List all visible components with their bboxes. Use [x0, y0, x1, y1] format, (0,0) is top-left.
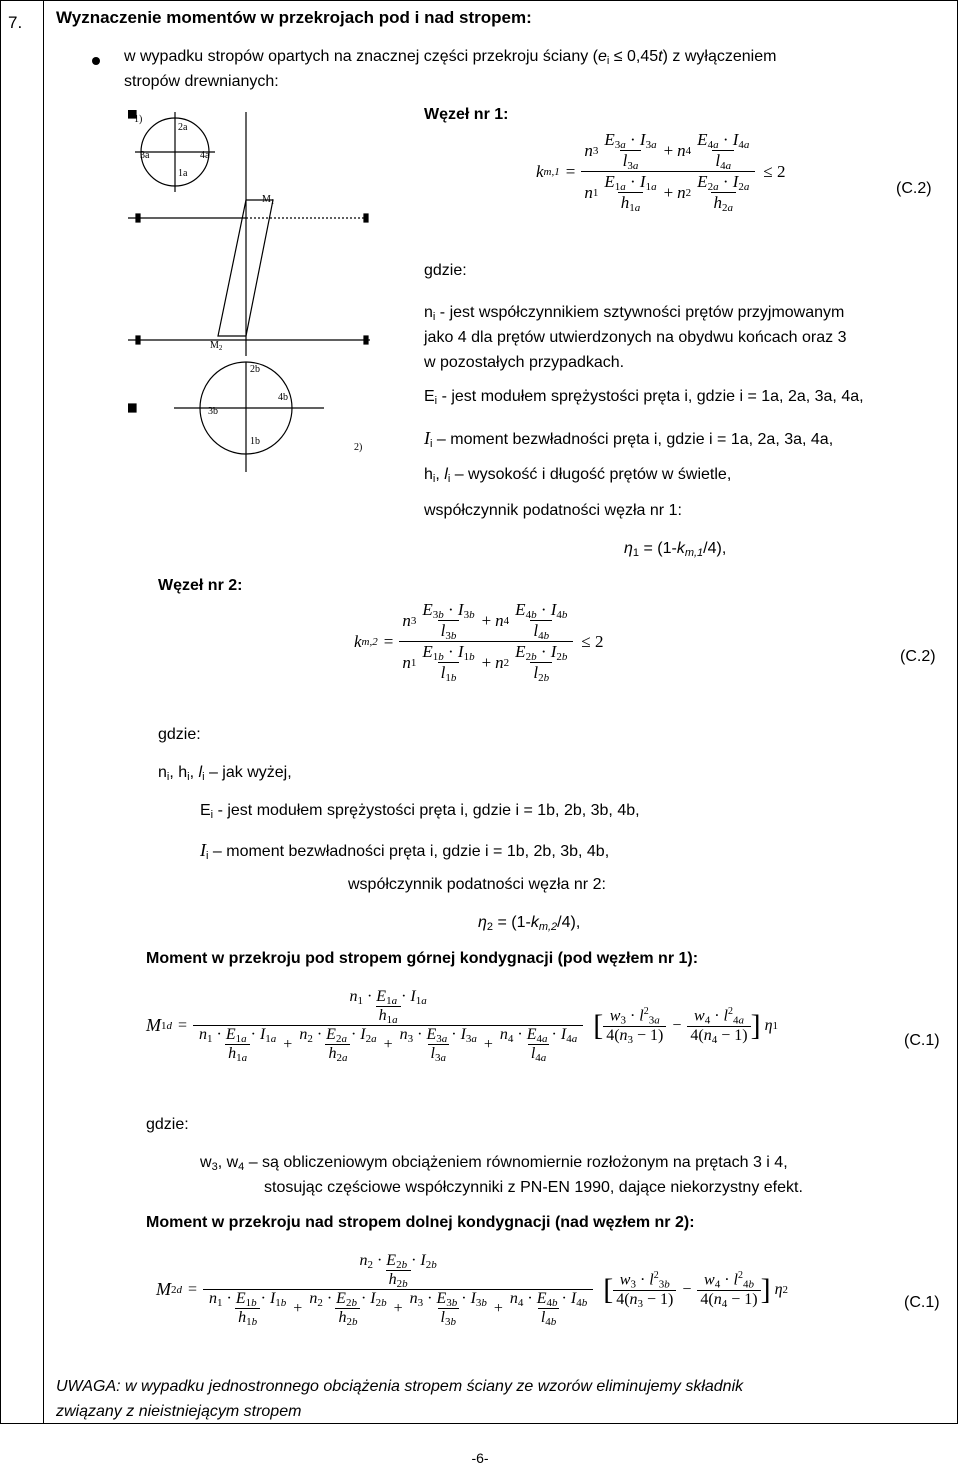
moment2-heading: Moment w przekroju nad stropem dolnej kondygnacji (nad węzłem nr 2):: [146, 1214, 695, 1231]
node2-eta: $\eta_2 = (1-k_{m,2}/4)$,: [478, 914, 581, 933]
node1-formula-tag: (C.2): [896, 180, 932, 197]
bullet-text: [124, 44, 944, 94]
fig-label-1b: 1b: [250, 436, 260, 447]
moment2-formula-tag: (C.1): [904, 1294, 940, 1311]
fig-label-4a: 4a: [200, 150, 210, 161]
node1-hl-desc: $h_i$, $l_i$ – wysokość i długość prętów w świetle,: [424, 466, 732, 485]
page-number: -6-: [471, 1450, 489, 1466]
node1-heading: Węzeł nr 1:: [424, 106, 509, 123]
fig-label-2b: 2b: [250, 364, 260, 375]
node-diagram: [128, 110, 370, 475]
fig-label-2: 2): [354, 442, 363, 453]
moment1-gdzie: gdzie:: [146, 1116, 189, 1133]
node2-ei-desc: $E_i$ - jest modułem sprężystości pręta i, gdzie i = 1b, 2b, 3b, 4b,: [200, 802, 640, 821]
fig-label-m1: $M_1$: [262, 194, 275, 206]
section-number: 7.: [8, 13, 23, 32]
bullet-text-a: w wypadku stropów opartych na znacznej części przekroju ściany (: [124, 48, 598, 65]
cond-t: t: [658, 48, 663, 65]
node2-ii-desc: $I_i$ – moment bezwładności pręta i, gdzie i = 1b, 2b, 3b, 4b,: [200, 840, 610, 862]
section-title: Wyznaczenie momentów w przekrojach pod i nad stropem:: [56, 8, 532, 27]
node1-ii-desc: $I_i$ – moment bezwładności pręta i, gdzie i = 1a, 2a, 3a, 4a,: [424, 428, 834, 450]
node1-ei-desc: $E_i$ - jest modułem sprężystości pręta i, gdzie i = 1a, 2a, 3a, 4a,: [424, 388, 864, 407]
note: UWAGA: w wypadku jednostronnego obciążenia stropem ściany ze wzorów eliminujemy składnik związany z nieistniejącym stropem: [56, 1378, 744, 1420]
fig-label-4b: 4b: [278, 392, 288, 403]
fig-label-1: 1): [134, 114, 143, 125]
node2-nhl-desc: $n_i$, $h_i$, $l_i$ – jak wyżej,: [158, 764, 292, 783]
fig-label-3a: 3a: [140, 150, 150, 161]
node1-ni-desc: $n_i$ - jest współczynnikiem sztywności prętów przyjmowanym jako 4 dla prętów utwierdzonych na obydwu końcach oraz 3 w pozostałych przypadkach.: [424, 304, 847, 371]
cond-sub: i: [606, 55, 610, 67]
bullet-text-c: stropów drewnianych:: [124, 73, 279, 90]
node2-formula: k m,2 = n 3 $\frac{E_{3b} \cdot I_{3b}}{l_{3b}}$ + n 4 $\frac{E_{4b} \cdot I_{4b}}{l_{4b}}$ n 1 $\frac{E_{1b} \cdot I_{1b}}{l_{1b}}$ + n 2 $\frac{E_{2b} \cdot I_{2b}}{l_{2b}}$ ≤ 2: [354, 600, 604, 684]
node1-coef-text: współczynnik podatności węzła nr 1:: [424, 502, 682, 519]
node2-coef-text: współczynnik podatności węzła nr 2:: [348, 876, 606, 893]
cond-e: e: [597, 48, 607, 65]
node2-formula-tag: (C.2): [900, 648, 936, 665]
moment1-heading: Moment w przekroju pod stropem górnej kondygnacji (pod węzłem nr 1):: [146, 950, 699, 967]
node2-gdzie: gdzie:: [158, 726, 201, 743]
bullet-marker: [92, 52, 100, 70]
fig-label-3b: 3b: [208, 406, 218, 417]
section-number-column: [0, 0, 44, 1424]
moment2-formula: M 2d = $\frac{n_2 \cdot E_{2b} \cdot I_{2b}}{h_{2b}}$ $\frac{n_1 \cdot E_{1b} \cdot I_{1b}}{h_{1b}}$ + $\frac{n_2 \cdot E_{2b} \cdot I_{2b}}{h_{2b}}$ + $\frac{n_3 \cdot E_{3b} \cdot I_{3b}}{l_{3b}}$ + $\frac{n_4 \cdot E_{4b} \cdot I_{4b}}{l_{4b}}$ [ $\frac{w_3 \cdot l^2_{3b}}{4(n_3 - 1)}$ − $\frac{w_4 \cdot l^2_{4b}}{4(n_4 - 1)}$ ] η 2: [156, 1252, 789, 1328]
fig-label-2a: 2a: [178, 122, 188, 133]
node1-gdzie: gdzie:: [424, 262, 467, 279]
node1-eta: $\eta_1 = (1-k_{m,1}/4)$,: [624, 540, 727, 559]
fig-label-m2: $M_2$: [210, 340, 223, 352]
cond-rel: ≤ 0,45: [609, 48, 659, 65]
node1-formula: k m,1 = n 3 $\frac{E_{3a} \cdot I_{3a}}{l_{3a}}$ + n 4 $\frac{E_{4a} \cdot I_{4a}}{l_{4a}}$ n 1 $\frac{E_{1a} \cdot I_{1a}}{h_{1a}}$ + n 2 $\frac{E_{2a} \cdot I_{2a}}{h_{2a}}$ ≤ 2: [536, 130, 786, 214]
fig-label-1a: 1a: [178, 168, 188, 179]
bullet-text-b: ) z wyłączeniem: [662, 48, 777, 65]
moment1-formula: M 1d = $\frac{n_1 \cdot E_{1a} \cdot I_{1a}}{h_{1a}}$ $\frac{n_1 \cdot E_{1a} \cdot I_{1a}}{h_{1a}}$ + $\frac{n_2 \cdot E_{2a} \cdot I_{2a}}{h_{2a}}$ + $\frac{n_3 \cdot E_{3a} \cdot I_{3a}}{l_{3a}}$ + $\frac{n_4 \cdot E_{4a} \cdot I_{4a}}{l_{4a}}$ [ $\frac{w_3 \cdot l^2_{3a}}{4(n_3 - 1)}$ − $\frac{w_4 \cdot l^2_{4a}}{4(n_4 - 1)}$ ] η 1: [146, 988, 779, 1064]
moment1-w-desc: $w_3$, $w_4$ – są obliczeniowym obciążeniem równomiernie rozłożonym na prętach 3 i 4, stosując częściowe współczynniki z PN-EN 1990, dające niekorzystny efekt.: [200, 1154, 803, 1196]
node2-heading: Węzeł nr 2:: [158, 577, 243, 594]
moment1-formula-tag: (C.1): [904, 1032, 940, 1049]
